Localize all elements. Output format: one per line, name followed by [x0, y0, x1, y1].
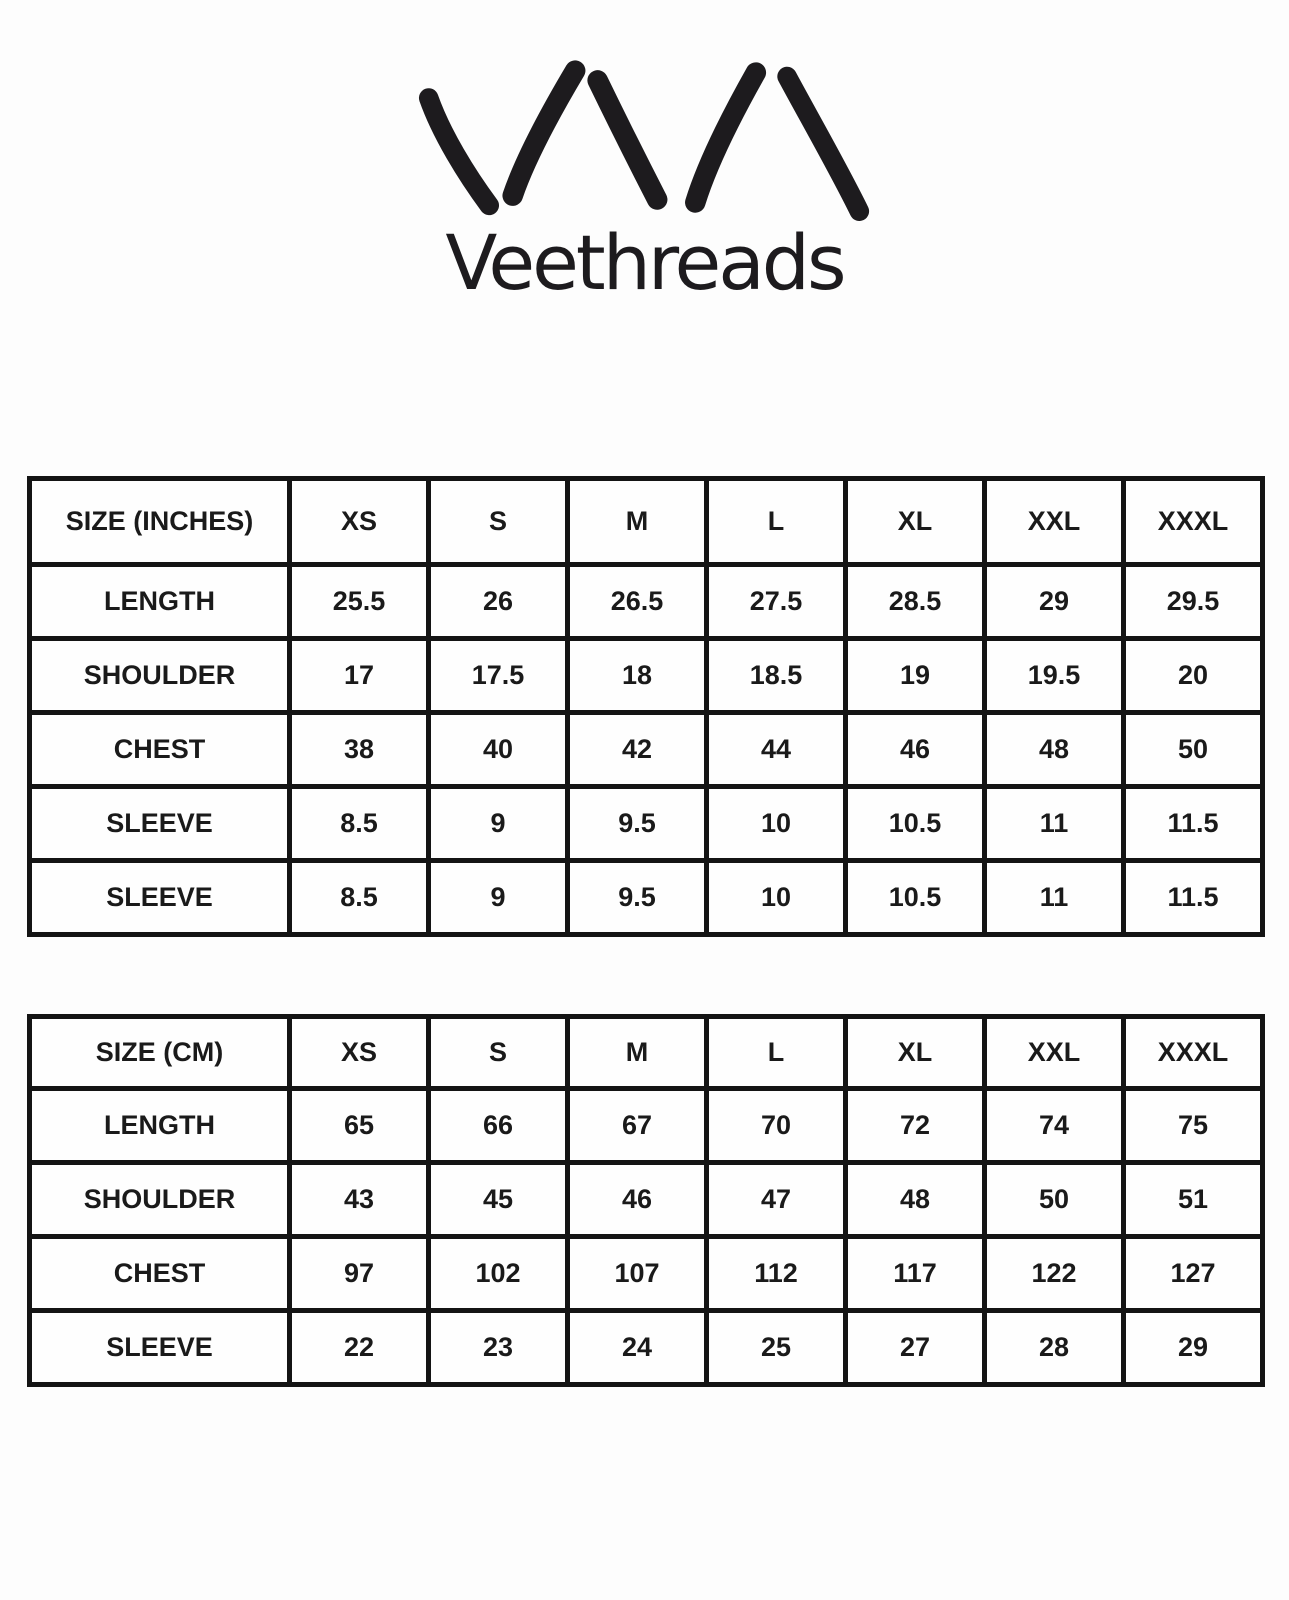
- size-column-header: XXL: [985, 1017, 1124, 1089]
- measurement-value-cell: 19: [846, 639, 985, 713]
- size-chart-page: [0, 56, 1289, 1600]
- header-row: [30, 1017, 1263, 1089]
- measurement-value-cell: 23: [429, 1311, 568, 1385]
- measurement-value-cell: 38: [290, 713, 429, 787]
- measurement-value-cell: 44: [707, 713, 846, 787]
- measurement-value-cell: 97: [290, 1237, 429, 1311]
- size-column-header: L: [707, 1017, 846, 1089]
- size-column-header: XXL: [985, 479, 1124, 565]
- measurement-value-cell: 24: [568, 1311, 707, 1385]
- measurement-value-cell: 8.5: [290, 787, 429, 861]
- size-column-header: XXXL: [1124, 479, 1263, 565]
- measurement-value-cell: 28: [985, 1311, 1124, 1385]
- row-label-cell: LENGTH: [30, 565, 290, 639]
- measurement-value-cell: 102: [429, 1237, 568, 1311]
- row-label-cell: SHOULDER: [30, 639, 290, 713]
- measurement-value-cell: 26: [429, 565, 568, 639]
- table-row: [30, 1163, 1263, 1237]
- measurement-value-cell: 40: [429, 713, 568, 787]
- measurement-value-cell: 9: [429, 787, 568, 861]
- measurement-value-cell: 10.5: [846, 861, 985, 935]
- measurement-value-cell: 45: [429, 1163, 568, 1237]
- measurement-value-cell: 112: [707, 1237, 846, 1311]
- measurement-value-cell: 29.5: [1124, 565, 1263, 639]
- size-column-header: L: [707, 479, 846, 565]
- measurement-value-cell: 72: [846, 1089, 985, 1163]
- measurement-value-cell: 127: [1124, 1237, 1263, 1311]
- measurement-value-cell: 27.5: [707, 565, 846, 639]
- measurement-value-cell: 47: [707, 1163, 846, 1237]
- measurement-value-cell: 29: [985, 565, 1124, 639]
- measurement-value-cell: 11: [985, 787, 1124, 861]
- table-row: [30, 1311, 1263, 1385]
- logo-stroke-4: [695, 73, 756, 203]
- measurement-value-cell: 107: [568, 1237, 707, 1311]
- logo-stroke-1: [428, 98, 489, 205]
- measurement-value-cell: 11: [985, 861, 1124, 935]
- measurement-value-cell: 29: [1124, 1311, 1263, 1385]
- row-label-cell: SLEEVE: [30, 787, 290, 861]
- measurement-value-cell: 20: [1124, 639, 1263, 713]
- measurement-value-cell: 10: [707, 787, 846, 861]
- measurement-value-cell: 11.5: [1124, 787, 1263, 861]
- table-row: [30, 1237, 1263, 1311]
- measurement-value-cell: 19.5: [985, 639, 1124, 713]
- brand-logo-icon: [410, 56, 880, 222]
- measurement-value-cell: 28.5: [846, 565, 985, 639]
- logo-stroke-5: [787, 77, 859, 212]
- measurement-value-cell: 8.5: [290, 861, 429, 935]
- measurement-value-cell: 18.5: [707, 639, 846, 713]
- brand-wordmark: Veethreads: [445, 218, 844, 307]
- measurement-value-cell: 117: [846, 1237, 985, 1311]
- measurement-value-cell: 17.5: [429, 639, 568, 713]
- measurement-value-cell: 25.5: [290, 565, 429, 639]
- measurement-value-cell: 9.5: [568, 861, 707, 935]
- brand-header: [0, 56, 1289, 476]
- table-title-cell: SIZE (CM): [30, 1017, 290, 1089]
- size-column-header: S: [429, 479, 568, 565]
- measurement-value-cell: 67: [568, 1089, 707, 1163]
- logo-stroke-2: [512, 71, 574, 196]
- measurement-value-cell: 27: [846, 1311, 985, 1385]
- measurement-value-cell: 11.5: [1124, 861, 1263, 935]
- size-column-header: XXXL: [1124, 1017, 1263, 1089]
- measurement-value-cell: 9.5: [568, 787, 707, 861]
- table-row: [30, 565, 1263, 639]
- table-row: [30, 861, 1263, 935]
- logo-stroke-3: [597, 80, 657, 199]
- row-label-cell: CHEST: [30, 1237, 290, 1311]
- measurement-value-cell: 48: [846, 1163, 985, 1237]
- measurement-value-cell: 25: [707, 1311, 846, 1385]
- measurement-value-cell: 10: [707, 861, 846, 935]
- measurement-value-cell: 18: [568, 639, 707, 713]
- size-column-header: M: [568, 479, 707, 565]
- measurement-value-cell: 50: [985, 1163, 1124, 1237]
- size-column-header: XS: [290, 479, 429, 565]
- row-label-cell: SLEEVE: [30, 861, 290, 935]
- measurement-value-cell: 50: [1124, 713, 1263, 787]
- measurement-value-cell: 48: [985, 713, 1124, 787]
- table-title-cell: SIZE (INCHES): [30, 479, 290, 565]
- table-row: [30, 713, 1263, 787]
- table-row: [30, 787, 1263, 861]
- measurement-value-cell: 10.5: [846, 787, 985, 861]
- measurement-value-cell: 17: [290, 639, 429, 713]
- row-label-cell: CHEST: [30, 713, 290, 787]
- measurement-value-cell: 66: [429, 1089, 568, 1163]
- measurement-value-cell: 42: [568, 713, 707, 787]
- measurement-value-cell: 46: [846, 713, 985, 787]
- size-column-header: XS: [290, 1017, 429, 1089]
- measurement-value-cell: 65: [290, 1089, 429, 1163]
- size-column-header: S: [429, 1017, 568, 1089]
- measurement-value-cell: 74: [985, 1089, 1124, 1163]
- measurement-value-cell: 122: [985, 1237, 1124, 1311]
- table-row: [30, 639, 1263, 713]
- size-table-inches: [27, 476, 1265, 937]
- measurement-value-cell: 9: [429, 861, 568, 935]
- measurement-value-cell: 51: [1124, 1163, 1263, 1237]
- row-label-cell: LENGTH: [30, 1089, 290, 1163]
- row-label-cell: SLEEVE: [30, 1311, 290, 1385]
- size-column-header: XL: [846, 1017, 985, 1089]
- size-column-header: M: [568, 1017, 707, 1089]
- measurement-value-cell: 22: [290, 1311, 429, 1385]
- size-column-header: XL: [846, 479, 985, 565]
- measurement-value-cell: 75: [1124, 1089, 1263, 1163]
- size-table-cm: [27, 1014, 1265, 1387]
- measurement-value-cell: 70: [707, 1089, 846, 1163]
- header-row: [30, 479, 1263, 565]
- row-label-cell: SHOULDER: [30, 1163, 290, 1237]
- measurement-value-cell: 46: [568, 1163, 707, 1237]
- measurement-value-cell: 43: [290, 1163, 429, 1237]
- measurement-value-cell: 26.5: [568, 565, 707, 639]
- table-row: [30, 1089, 1263, 1163]
